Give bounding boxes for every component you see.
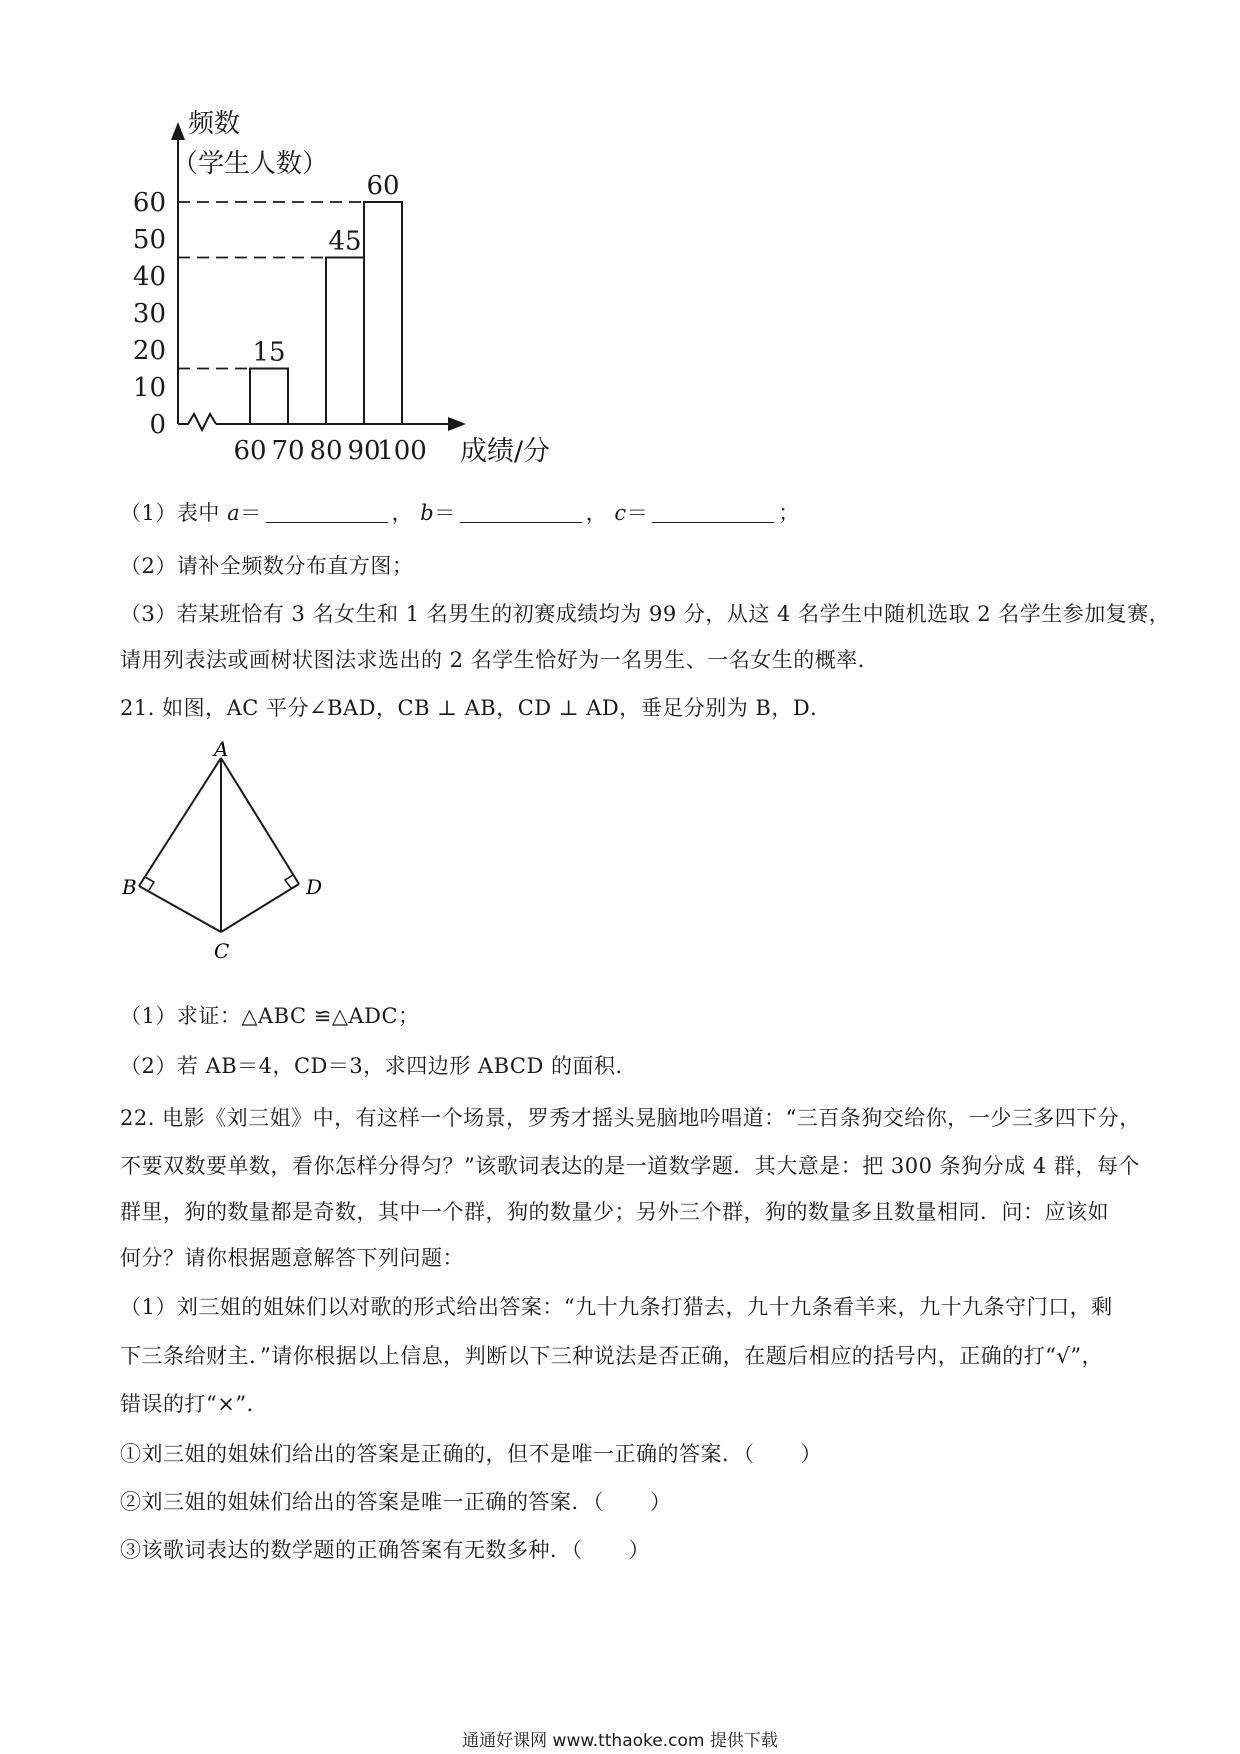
var-b: b (420, 501, 435, 525)
q22-statement-3 (120, 1534, 650, 1564)
bar-value-label: 60 (366, 171, 400, 201)
page-footer: 通通好课网 www.tthaoke.com 提供下载 (462, 1731, 778, 1751)
q22-line2: 不要双数要单数，看你怎样分得匀？”该歌词表达的是一道数学题．其大意是：把 300 条狗分成 4 群，每个 (120, 1154, 1140, 1178)
y-tick-label: 60 (132, 188, 166, 218)
y-axis-arrow (171, 122, 185, 140)
q20-part3-line2: 请用列表法或画树状图法求选出的 2 名学生恰好为一名男生、一名女生的概率． (120, 648, 880, 672)
kite-figure (110, 740, 340, 970)
x-tick-label: 60 (233, 436, 267, 466)
q20-part1 (120, 497, 800, 527)
q20-part2: （2）请补全频数分布直方图； (120, 554, 414, 578)
x-tick-label: 80 (309, 436, 343, 466)
segment-ab (139, 758, 221, 886)
x-axis-title: 成绩/分 (460, 436, 551, 467)
blank-a[interactable] (266, 504, 388, 523)
q22-statement-1 (120, 1438, 822, 1468)
label-b: B (122, 875, 137, 899)
histogram-bar (326, 258, 364, 425)
x-axis-arrow (448, 417, 466, 431)
statement-1-text: ①刘三姐的姐妹们给出的答案是正确的，但不是唯一正确的答案．（ (120, 1442, 755, 1466)
statement-2-text: ②刘三姐的姐妹们给出的答案是唯一正确的答案．（ (120, 1490, 604, 1514)
q22-line4: 何分？请你根据题意解答下列问题： (120, 1246, 464, 1270)
x-tick-label: 90 (347, 436, 381, 466)
q22-line3: 群里，狗的数量都是奇数，其中一个群，狗的数量少；另外三个群，狗的数量多且数量相同．问：应该如 (120, 1200, 1109, 1224)
histogram-bar (364, 202, 402, 424)
histogram-bar (250, 369, 288, 425)
bar-value-label: 45 (328, 226, 362, 257)
q20-part1-prefix: （1）表中 (120, 501, 220, 525)
axis-break-zigzag (178, 414, 216, 430)
label-d: D (306, 875, 323, 899)
sep-1: ， (391, 501, 414, 525)
y-tick-label: 10 (132, 373, 166, 403)
eq-b: ＝ (434, 501, 456, 525)
y-tick-label: 0 (149, 410, 166, 440)
close-paren-3: ） (628, 1538, 650, 1562)
y-tick-label: 30 (132, 299, 166, 329)
q22-part1-line3: 错误的打“×”． (120, 1392, 269, 1416)
q22-part1-line2: 下三条给财主．”请你根据以上信息，判断以下三种说法是否正确，在题后相应的括号内，正确的打“√”， (120, 1344, 1104, 1368)
eq-a: ＝ (240, 501, 262, 525)
segment-bc (139, 886, 221, 932)
q21-part2: （2）若 AB＝4，CD＝3，求四边形 ABCD 的面积． (120, 1054, 638, 1078)
eq-c: ＝ (626, 501, 649, 525)
label-a: A (214, 740, 229, 761)
q21-stem: 21. 如图，AC 平分∠BAD，CB ⊥ AB，CD ⊥ AD，垂足分别为 B，D． (120, 696, 832, 720)
right-angle-mark-b (145, 877, 154, 890)
chart-layer (133, 109, 550, 467)
y-axis-subtitle: （学生人数） (172, 149, 329, 179)
y-axis-title: 频数 (188, 109, 241, 139)
frequency-histogram (0, 0, 640, 480)
var-c: c (614, 501, 627, 525)
q20-part3-line1: （3）若某班恰有 3 名女生和 1 名男生的初赛成绩均为 99 分，从这 4 名学生中随机选取 2 名学生参加复赛， (120, 602, 1171, 626)
x-tick-label: 70 (271, 436, 305, 466)
right-angle-mark-d (285, 875, 293, 888)
segment-ad (221, 758, 299, 884)
segment-dc (221, 884, 299, 932)
bar-value-label: 15 (252, 337, 286, 368)
y-tick-label: 20 (132, 336, 166, 366)
q21-part1: （1）求证：△ABC ≌△ADC； (120, 1004, 420, 1028)
q22-part1-line1: （1）刘三姐的姐妹们以对歌的形式给出答案：“九十九条打猎去，九十九条看羊来，九十九条守门口，剩 (120, 1295, 1113, 1319)
y-tick-label: 40 (132, 262, 166, 292)
close-paren-2: ） (650, 1490, 672, 1514)
x-tick-label: 100 (377, 436, 427, 466)
label-c: C (214, 939, 230, 963)
sep-2: ， (585, 501, 608, 525)
q22-statement-2 (120, 1486, 672, 1516)
blank-c[interactable] (652, 504, 774, 523)
var-a: a (227, 501, 241, 525)
y-tick-label: 50 (132, 225, 166, 255)
blank-b[interactable] (460, 504, 582, 523)
statement-3-text: ③该歌词表达的数学题的正确答案有无数多种．（ (120, 1538, 583, 1562)
close-paren-1: ） (800, 1442, 822, 1466)
q22-line1: 22. 电影《刘三姐》中，有这样一个场景，罗秀才摇头晃脑地吟唱道：“三百条狗交给你，一少三多四下分， (120, 1106, 1141, 1130)
end-mark: ； (778, 501, 800, 525)
